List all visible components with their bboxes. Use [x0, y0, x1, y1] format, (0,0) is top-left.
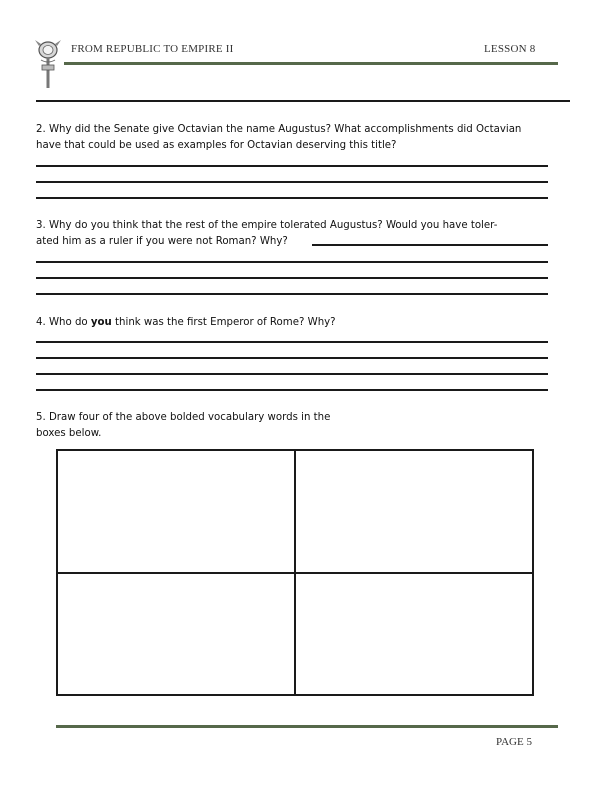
- drawing-box-top-left[interactable]: [58, 451, 294, 572]
- answer-line[interactable]: [36, 165, 548, 167]
- grid-divider-horizontal: [58, 572, 532, 574]
- drawing-grid: [56, 449, 534, 696]
- header-title: FROM REPUBLIC TO EMPIRE II: [71, 43, 234, 55]
- question-5-line-1: 5. Draw four of the above bolded vocabulary words in the: [36, 412, 331, 423]
- answer-line[interactable]: [36, 277, 548, 279]
- roman-standard-logo: [33, 38, 63, 90]
- question-2-line-1: 2. Why did the Senate give Octavian the name Augustus? What accomplishments did Octavian: [36, 124, 522, 135]
- question-5-line-2: boxes below.: [36, 427, 102, 439]
- question-2: [36, 122, 521, 153]
- footer-rule: [56, 725, 558, 728]
- question-2-line-2: have that could be used as examples for Octavian deserving this title?: [36, 139, 397, 151]
- question-5: [36, 410, 330, 441]
- answer-line[interactable]: [36, 341, 548, 343]
- answer-line[interactable]: [36, 293, 548, 295]
- question-4-text-before: 4. Who do: [36, 317, 91, 328]
- answer-line[interactable]: [36, 261, 548, 263]
- drawing-box-bottom-right[interactable]: [296, 574, 532, 694]
- page-number: PAGE 5: [496, 736, 532, 748]
- answer-line[interactable]: [36, 100, 570, 102]
- header-lesson: LESSON 8: [484, 43, 536, 55]
- answer-line[interactable]: [36, 389, 548, 391]
- answer-line-inline[interactable]: [312, 244, 548, 246]
- question-3-line-1: 3. Why do you think that the rest of the empire tolerated Augustus? Would you have toler-: [36, 220, 498, 231]
- answer-line[interactable]: [36, 181, 548, 183]
- question-4: [36, 315, 336, 331]
- question-4-text-after: think was the first Emperor of Rome? Why?: [111, 317, 336, 328]
- question-3-line-2: ated him as a ruler if you were not Roman? Why?: [36, 235, 288, 247]
- answer-line[interactable]: [36, 373, 548, 375]
- answer-line[interactable]: [36, 357, 548, 359]
- drawing-box-bottom-left[interactable]: [58, 574, 294, 694]
- header-rule: [64, 62, 558, 65]
- drawing-box-top-right[interactable]: [296, 451, 532, 572]
- question-4-bold-word: you: [90, 317, 112, 328]
- answer-line[interactable]: [36, 197, 548, 199]
